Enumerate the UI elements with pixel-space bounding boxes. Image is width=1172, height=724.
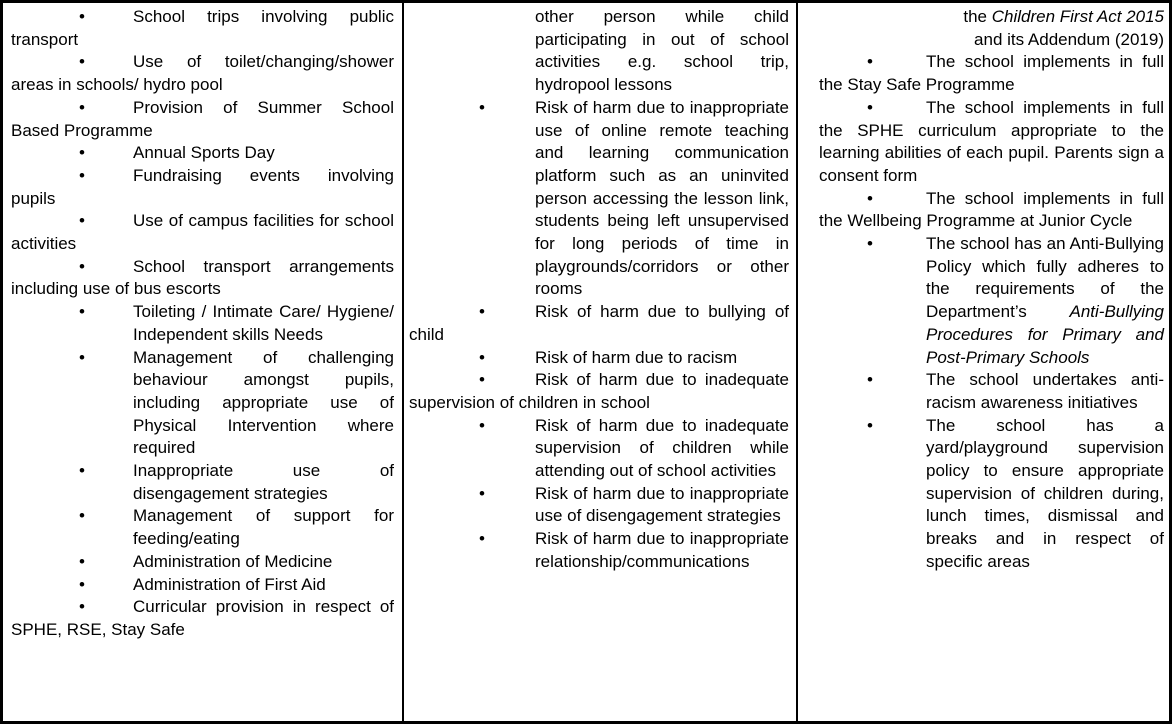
table-column-2 bbox=[404, 3, 798, 721]
bullet-icon: • bbox=[79, 302, 85, 322]
list-item-text: Risk of harm due to inappropriate relationship/communications bbox=[535, 529, 789, 571]
table-column-3 bbox=[798, 3, 1169, 721]
list-item bbox=[11, 51, 394, 96]
list-item-text: Risk of harm due to inadequate supervision of children while attending out of school activities bbox=[535, 415, 789, 481]
procedures-citation-italic: Anti-Bullying Procedures for Primary and Post-Primary Schools bbox=[926, 302, 1164, 367]
list-item bbox=[11, 142, 394, 165]
list-item-text: Management of challenging behaviour amongst pupils, including appropriate use of Physical Intervention where required bbox=[133, 347, 394, 458]
list-item bbox=[479, 528, 789, 573]
bullet-icon: • bbox=[79, 506, 85, 526]
list-item-text: other person while child participating in out of school activities e.g. school trip, hydropool lessons bbox=[535, 7, 789, 95]
list-item bbox=[11, 596, 394, 641]
list-item bbox=[79, 301, 394, 346]
list-item-text: Toileting / Intimate Care/ Hygiene/ Independent skills Needs bbox=[133, 302, 394, 344]
list-item-text: Annual Sports Day bbox=[133, 143, 275, 163]
list-item bbox=[409, 369, 789, 414]
list-item-text: Inappropriate use of disengagement strategies bbox=[133, 461, 394, 503]
bullet-icon: • bbox=[479, 97, 485, 117]
list-item bbox=[867, 233, 1164, 369]
list-item-text: Curricular provision in respect of SPHE, RSE, Stay Safe bbox=[11, 597, 394, 639]
list-item-text: The school undertakes anti-racism awareness initiatives bbox=[926, 370, 1164, 412]
continuation-line bbox=[859, 6, 1164, 29]
bullet-icon: • bbox=[479, 302, 485, 322]
list-item-text: The school implements in full the SPHE curriculum appropriate to the learning abilities of each pupil. Parents sign a consent form bbox=[819, 97, 1164, 185]
list-item-text: Administration of First Aid bbox=[133, 574, 326, 594]
bullet-icon: • bbox=[79, 211, 85, 231]
list-item bbox=[79, 551, 394, 574]
bullet-icon: • bbox=[479, 370, 485, 390]
continuation-text-line2: and its Addendum (2019) bbox=[974, 29, 1164, 49]
list-item-text: School trips involving public transport bbox=[11, 7, 394, 49]
list-item bbox=[79, 505, 394, 550]
bullet-icon: • bbox=[79, 143, 85, 163]
bullet-icon: • bbox=[79, 7, 85, 26]
bullet-icon: • bbox=[867, 188, 873, 208]
list-item bbox=[479, 415, 789, 483]
list-item bbox=[79, 574, 394, 597]
list-item-text: The school implements in full the Stay Safe Programme bbox=[819, 52, 1164, 95]
list-item-text: Risk of harm due to inappropriate use of online remote teaching and learning communication platform such as an uninvited person accessing the lesson link, students being left unsupervised for long periods of time in playgrounds/corridors or other rooms bbox=[535, 97, 789, 299]
list-item-text: School transport arrangements including use of bus escorts bbox=[11, 256, 394, 299]
list-item bbox=[819, 51, 1164, 96]
list-item bbox=[79, 460, 394, 505]
continuation-text bbox=[535, 6, 789, 97]
bullet-icon: • bbox=[79, 597, 85, 617]
bullet-icon: • bbox=[867, 52, 873, 72]
list-item-text: Administration of Medicine bbox=[133, 551, 333, 571]
list-item-text: Use of campus facilities for school activities bbox=[11, 211, 394, 254]
list-item bbox=[11, 210, 394, 255]
list-item bbox=[479, 483, 789, 528]
continuation-text-prefix: the bbox=[963, 7, 992, 26]
list-item bbox=[819, 188, 1164, 233]
bullet-icon: • bbox=[867, 370, 873, 390]
continuation-line bbox=[859, 29, 1164, 52]
table-column-1 bbox=[3, 3, 404, 721]
list-item-text: Risk of harm due to bullying of child bbox=[409, 302, 789, 344]
bullet-icon: • bbox=[79, 461, 85, 481]
continuation-text bbox=[859, 6, 1164, 51]
list-item bbox=[11, 6, 394, 51]
bullet-icon: • bbox=[867, 234, 873, 254]
list-item-text: Management of support for feeding/eating bbox=[133, 506, 394, 549]
list-item bbox=[409, 301, 789, 346]
list-item bbox=[479, 97, 789, 301]
bullet-icon: • bbox=[479, 415, 485, 435]
bullet-icon: • bbox=[79, 347, 85, 367]
bullet-icon: • bbox=[479, 483, 485, 503]
act-citation-italic: Children First Act 2015 bbox=[991, 7, 1164, 26]
list-item bbox=[867, 369, 1164, 414]
list-item bbox=[867, 415, 1164, 574]
list-item-text: The school implements in full the Wellbeing Programme at Junior Cycle bbox=[819, 188, 1164, 231]
bullet-icon: • bbox=[79, 52, 85, 72]
list-item bbox=[819, 97, 1164, 188]
bullet-icon: • bbox=[79, 256, 85, 276]
list-item-text: The school has a yard/playground supervision policy to ensure appropriate supervision of children during, lunch times, dismissal and breaks and in respect of specific areas bbox=[926, 415, 1164, 571]
list-item bbox=[11, 165, 394, 210]
bullet-icon: • bbox=[79, 574, 85, 594]
list-item-text: Risk of harm due to racism bbox=[535, 347, 738, 367]
list-item-text: Fundraising events involving pupils bbox=[11, 165, 394, 208]
list-item bbox=[79, 347, 394, 461]
bullet-icon: • bbox=[867, 97, 873, 117]
bullet-icon: • bbox=[867, 415, 873, 435]
bullet-icon: • bbox=[79, 165, 85, 185]
bullet-icon: • bbox=[479, 529, 485, 549]
list-item bbox=[11, 256, 394, 301]
bullet-icon: • bbox=[479, 347, 485, 367]
bullet-icon: • bbox=[79, 551, 85, 571]
list-item bbox=[11, 97, 394, 142]
list-item-text: Use of toilet/changing/shower areas in schools/ hydro pool bbox=[11, 52, 394, 95]
list-item-text: Provision of Summer School Based Programme bbox=[11, 97, 394, 140]
list-item-text: Risk of harm due to inadequate supervision of children in school bbox=[409, 370, 789, 412]
list-item-text: The school has an Anti-Bullying Policy which fully adheres to the requirements of the Department’s bbox=[926, 234, 1164, 322]
list-item-text: Risk of harm due to inappropriate use of disengagement strategies bbox=[535, 483, 789, 526]
bullet-icon: • bbox=[79, 97, 85, 117]
list-item bbox=[409, 347, 789, 370]
